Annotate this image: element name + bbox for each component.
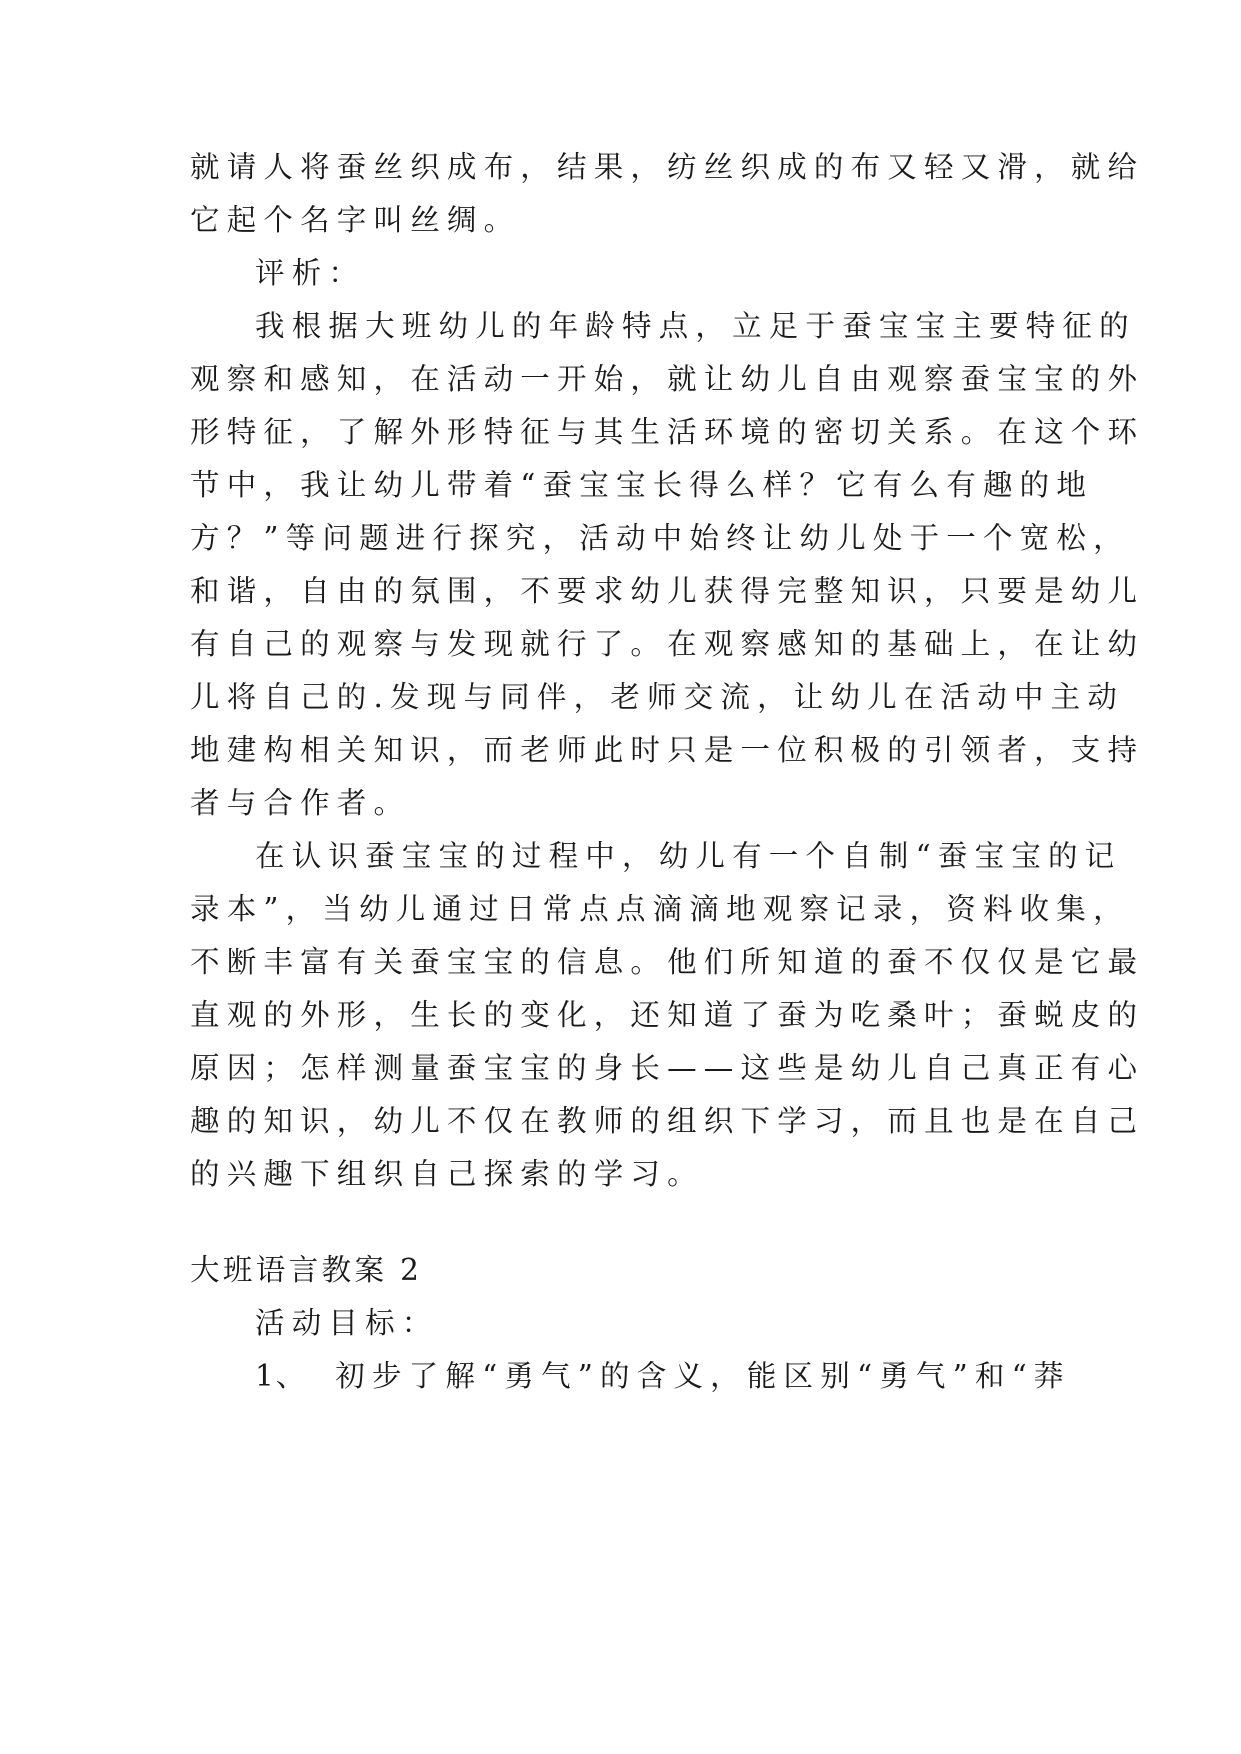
section-title: 大班语言教案 2 xyxy=(190,1253,423,1287)
paragraph-1-line-1: 就请人将蚕丝织成布，结果，纺丝织成的布又轻又滑，就给 xyxy=(190,150,1145,184)
paragraph-3-line-6: 趣的知识，幼儿不仅在教师的组织下学习，而且也是在自己 xyxy=(190,1104,1145,1138)
paragraph-2-line-5: 方？”等问题进行探究，活动中始终让幼儿处于一个宽松， xyxy=(190,521,1130,555)
paragraph-3-line-3: 不断丰富有关蚕宝宝的信息。他们所知道的蚕不仅仅是它最 xyxy=(190,945,1145,979)
paragraph-2-line-1: 我根据大班幼儿的年龄特点，立足于蚕宝宝主要特征的 xyxy=(255,309,1136,343)
objective-item-1 xyxy=(255,1346,1115,1406)
objective-1-text: 初步了解“勇气”的含义，能区别“勇气”和“莽 xyxy=(335,1359,1071,1393)
paragraph-2-line-3: 形特征，了解外形特征与其生活环境的密切关系。在这个环 xyxy=(190,415,1145,449)
objectives-label: 活动目标： xyxy=(255,1306,439,1340)
paragraph-2-line-9: 地建构相关知识，而老师此时只是一位积极的引领者，支持 xyxy=(190,733,1145,767)
paragraph-3-line-1: 在认识蚕宝宝的过程中，幼儿有一个自制“蚕宝宝的记 xyxy=(255,839,1122,873)
paragraph-1-line-2: 它起个名字叫丝绸。 xyxy=(190,203,521,237)
paragraph-2-line-7: 有自己的观察与发现就行了。在观察感知的基础上，在让幼 xyxy=(190,627,1145,661)
paragraph-3-line-4: 直观的外形，生长的变化，还知道了蚕为吃桑叶；蚕蜕皮的 xyxy=(190,998,1145,1032)
paragraph-2-line-10: 者与合作者。 xyxy=(190,786,411,820)
paragraph-2-line-2: 观察和感知，在活动一开始，就让幼儿自由观察蚕宝宝的外 xyxy=(190,362,1145,396)
paragraph-2-line-8: 儿将自己的.发现与同伴，老师交流，让幼儿在活动中主动 xyxy=(190,680,1125,714)
paragraph-3-line-7: 的兴趣下组织自己探索的学习。 xyxy=(190,1157,704,1191)
paragraph-2-line-4: 节中，我让幼儿带着“蚕宝宝长得么样？它有么有趣的地 xyxy=(190,468,1094,502)
paragraph-3-line-2: 录本”，当幼儿通过日常点点滴滴地观察记录，资料收集， xyxy=(190,892,1130,926)
analysis-label: 评析： xyxy=(255,256,366,290)
objective-1-number: 1、 xyxy=(255,1359,308,1393)
paragraph-3-line-5: 原因；怎样测量蚕宝宝的身长——这些是幼儿自己真正有心 xyxy=(190,1051,1145,1085)
paragraph-2-line-6: 和谐，自由的氛围，不要求幼儿获得完整知识，只要是幼儿 xyxy=(190,574,1145,608)
